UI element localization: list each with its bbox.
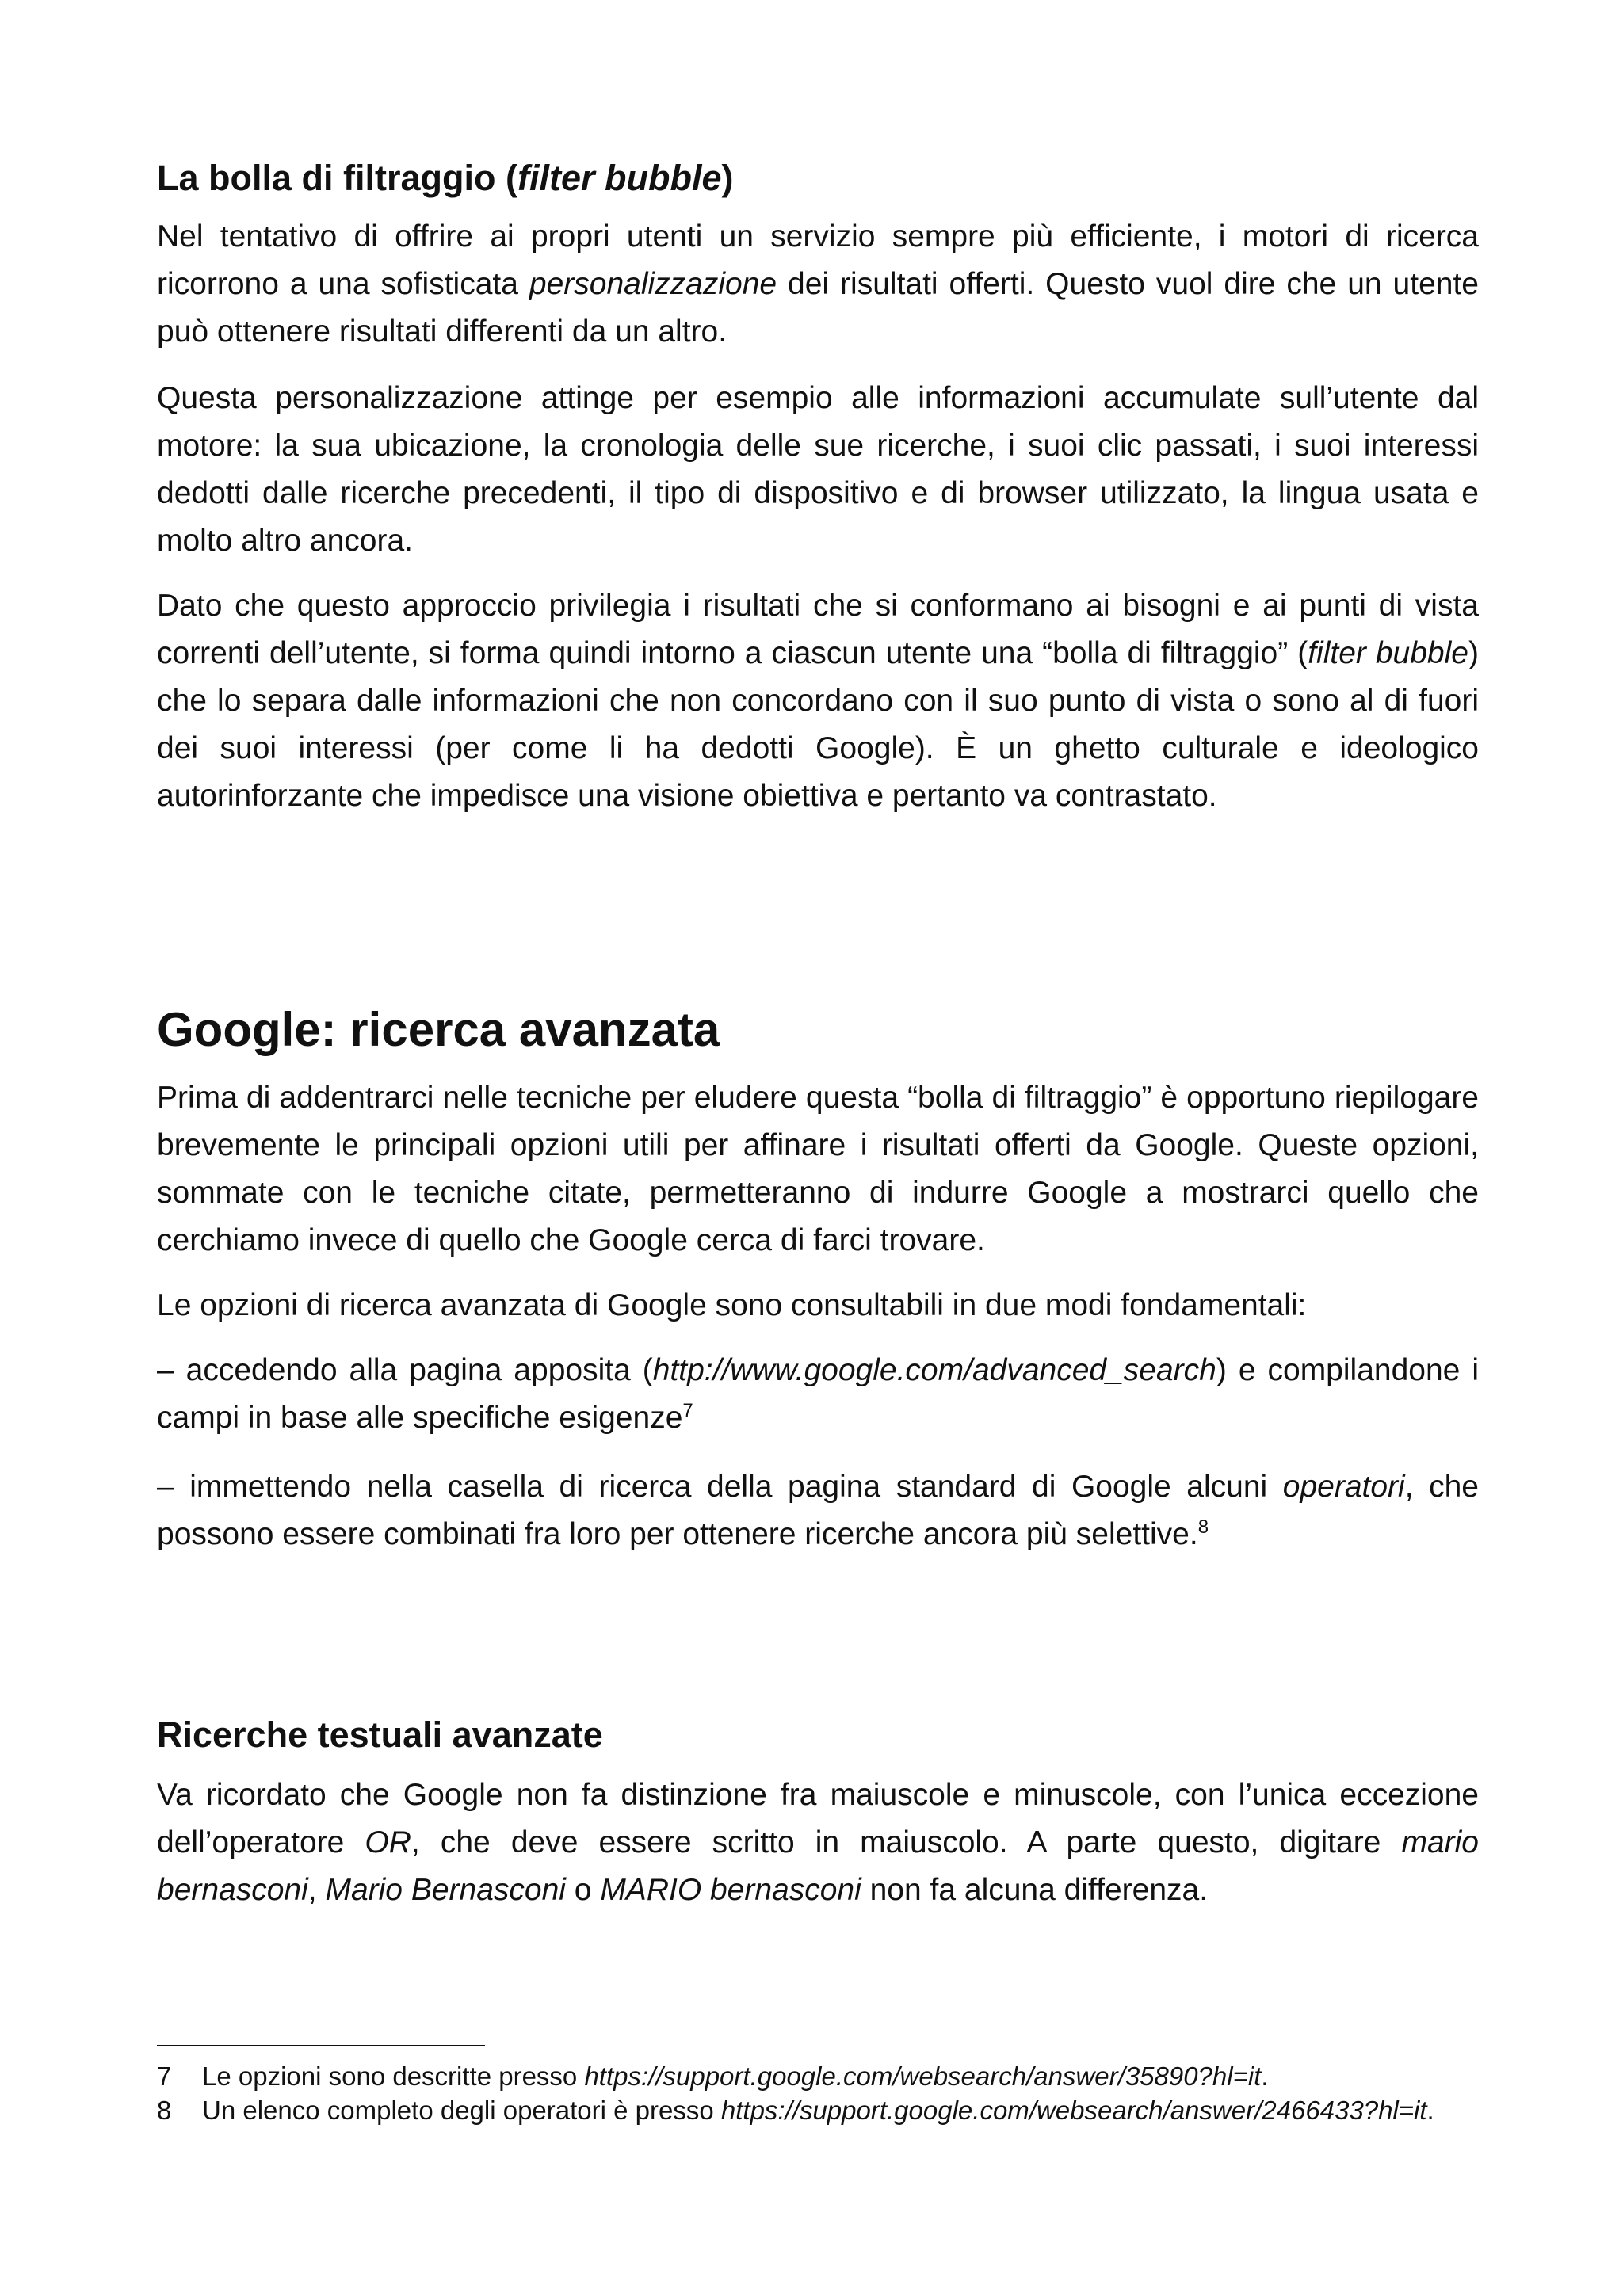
footnote-text: Un elenco completo degli operatori è presso https://support.google.com/websearch/answer/2466433?hl=it. — [202, 2096, 1434, 2125]
paragraph-case-insensitive: Va ricordato che Google non fa distinzione fra maiuscole e minuscole, con l’unica eccezione dell’operatore OR, che deve essere scritto in maiuscolo. A parte questo, digitare mario bernasconi, Mario Bernasconi o MARIO bernasconi non fa alcuna differenza. — [157, 1778, 1479, 1907]
paragraph-filter-bubble: Dato che questo approccio privilegia i risultati che si conformano ai bisogni e ai punti di vista correnti dell’utente, si forma quindi intorno a ciascun utente una “bolla di filtraggio” (filter bubble) che lo separa dalle informazioni che non concordano con il suo punto di vista o sono al di fuori dei suoi interessi (per come li ha dedotti Google). È un ghetto culturale e ideologico autorinforzante che impedisce una visione obiettiva e pertanto va contrastato. — [157, 589, 1479, 813]
footnote-number: 8 — [157, 2096, 172, 2125]
advanced-search-url[interactable]: http://www.google.com/advanced_search — [652, 1353, 1216, 1387]
footnote-number: 7 — [157, 2061, 172, 2091]
section-title-text-search: Ricerche testuali avanzate — [157, 1714, 603, 1755]
footnote-text: Le opzioni sono descritte presso https://support.google.com/websearch/answer/35890?hl=it. — [202, 2061, 1269, 2091]
footnote-ref-7[interactable]: 7 — [682, 1400, 693, 1421]
paragraph-advanced-modes: Le opzioni di ricerca avanzata di Google sono consultabili in due modi fondamentali: — [157, 1288, 1307, 1322]
paragraph-advanced-intro: Prima di addentrarci nelle tecniche per eludere questa “bolla di filtraggio” è opportuno riepilogare brevemente le principali opzioni utili per affinare i risultati offerti da Google. Queste opzioni, sommate con le tecniche citate, permetteranno di indurre Google a mostrarci quello che cerchiamo invece di quello che Google cerca di farci trovare. — [157, 1081, 1479, 1257]
paragraph-personalization-sources: Questa personalizzazione attinge per esempio alle informazioni accumulate sull’utente dal motore: la sua ubicazione, la cronologia delle sue ricerche, i suoi clic passati, i suoi interessi dedotti dalle ricerche precedenti, il tipo di dispositivo e di browser utilizzato, la lingua usata e molto altro ancora. — [157, 381, 1479, 558]
list-item-operators: – immettendo nella casella di ricerca della pagina standard di Google alcuni operatori, che possono essere combinati fra loro per ottenere ricerche ancora più selettive.$^8$ — [157, 1470, 1479, 1551]
footnote-link[interactable]: https://support.google.com/websearch/answer/2466433?hl=it — [720, 2096, 1427, 2125]
section-title-advanced-search: Google: ricerca avanzata — [157, 1003, 720, 1056]
list-item-advanced-page: – accedendo alla pagina apposita (http://www.google.com/advanced_search) e compilandone i campi in base alle specifiche esigenze$^7$ — [157, 1353, 1479, 1435]
footnote-divider — [157, 2045, 485, 2046]
paragraph-personalization: Nel tentativo di offrire ai propri utenti un servizio sempre più efficiente, i motori di ricerca ricorrono a una sofisticata personalizzazione dei risultati offerti. Questo vuol dire che un utente può ottenere risultati differenti da un altro. — [157, 219, 1479, 349]
section-title-filter-bubble: La bolla di filtraggio (filter bubble) — [157, 158, 734, 198]
footnote-ref-8[interactable]: 8 — [1197, 1516, 1209, 1538]
footnote-link[interactable]: https://support.google.com/websearch/answer/35890?hl=it — [584, 2061, 1262, 2091]
